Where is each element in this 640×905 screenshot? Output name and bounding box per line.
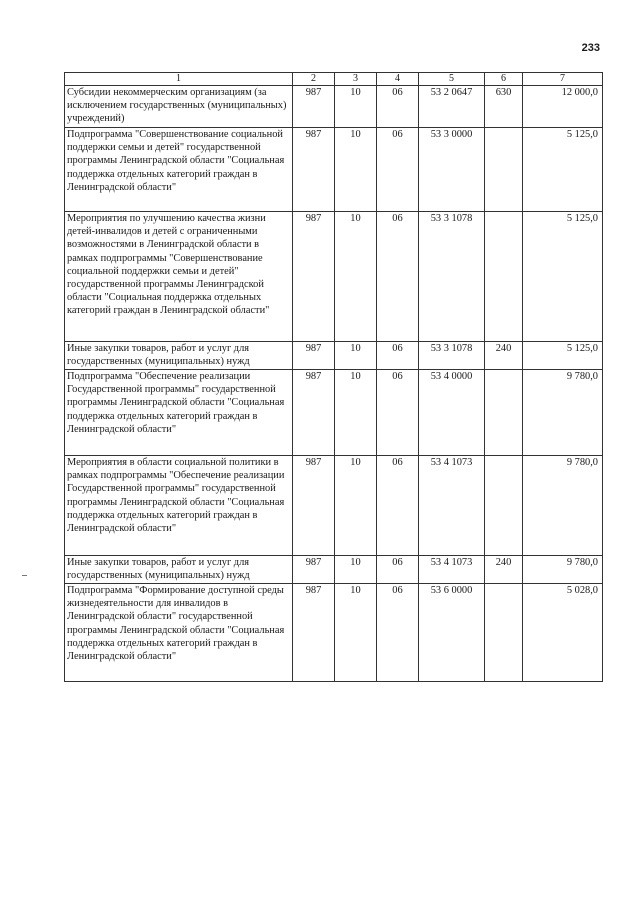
header-col-3: 3 [335, 73, 377, 86]
row-col5: 53 4 1073 [419, 456, 485, 556]
row-col5: 53 4 0000 [419, 370, 485, 456]
header-col-6: 6 [485, 73, 523, 86]
row-col3: 10 [335, 370, 377, 456]
header-col-1: 1 [65, 73, 293, 86]
header-col-2: 2 [293, 73, 335, 86]
row-col6 [485, 456, 523, 556]
row-col6 [485, 128, 523, 212]
row-col3: 10 [335, 212, 377, 342]
row-name: Подпрограмма "Обеспечение реализации Государственной программы" государственной программы Ленинградской области "Социальная поддержка отдельных категорий граждан в Ленинградской области" [65, 370, 293, 456]
row-col3: 10 [335, 584, 377, 682]
page-number: 233 [581, 42, 600, 54]
row-col2: 987 [293, 456, 335, 556]
row-col2: 987 [293, 86, 335, 128]
row-name: Субсидии некоммерческим организациям (за исключением государственных (муниципальных) учреждений) [65, 86, 293, 128]
row-col6 [485, 584, 523, 682]
table-row [65, 128, 603, 212]
row-col4: 06 [377, 456, 419, 556]
row-col3: 10 [335, 86, 377, 128]
row-col5: 53 3 1078 [419, 342, 485, 370]
row-col5: 53 6 0000 [419, 584, 485, 682]
header-col-5: 5 [419, 73, 485, 86]
row-col7: 9 780,0 [523, 556, 603, 584]
header-row [65, 73, 603, 86]
row-col7: 5 125,0 [523, 342, 603, 370]
header-col-7: 7 [523, 73, 603, 86]
row-name: Подпрограмма "Формирование доступной среды жизнедеятельности для инвалидов в Ленинградской области" государственной программы Ленинградской области "Социальная поддержка отдельных категорий граждан в Ленинградской области" [65, 584, 293, 682]
scan-mark [22, 575, 27, 576]
row-col5: 53 2 0647 [419, 86, 485, 128]
table-row [65, 556, 603, 584]
row-col2: 987 [293, 556, 335, 584]
table-row [65, 212, 603, 342]
row-col4: 06 [377, 584, 419, 682]
row-col7: 9 780,0 [523, 456, 603, 556]
row-col7: 5 125,0 [523, 212, 603, 342]
header-col-4: 4 [377, 73, 419, 86]
row-col4: 06 [377, 212, 419, 342]
row-col3: 10 [335, 128, 377, 212]
row-col2: 987 [293, 128, 335, 212]
row-col2: 987 [293, 370, 335, 456]
row-col6: 630 [485, 86, 523, 128]
row-col2: 987 [293, 342, 335, 370]
row-col7: 9 780,0 [523, 370, 603, 456]
row-col4: 06 [377, 128, 419, 212]
table-row [65, 584, 603, 682]
row-col7: 12 000,0 [523, 86, 603, 128]
row-col6 [485, 370, 523, 456]
budget-table [64, 72, 603, 682]
row-name: Мероприятия в области социальной политики в рамках подпрограммы "Обеспечение реализации Государственной программы" государственной программы Ленинградской области "Социальная поддержка отдельных категорий граждан в Ленинградской области" [65, 456, 293, 556]
row-name: Мероприятия по улучшению качества жизни детей-инвалидов и детей с ограниченными возможностями в Ленинградской области в рамках подпрограммы "Совершенствование социальной поддержки семьи и детей" государственной программы Ленинградской области "Социальная поддержка отдельных категорий граждан в Ленинградской области" [65, 212, 293, 342]
row-name: Иные закупки товаров, работ и услуг для государственных (муниципальных) нужд [65, 342, 293, 370]
row-col4: 06 [377, 342, 419, 370]
table-row [65, 86, 603, 128]
row-col7: 5 125,0 [523, 128, 603, 212]
table-row [65, 342, 603, 370]
row-name: Иные закупки товаров, работ и услуг для государственных (муниципальных) нужд [65, 556, 293, 584]
row-col3: 10 [335, 456, 377, 556]
table-row [65, 370, 603, 456]
row-col4: 06 [377, 556, 419, 584]
row-col5: 53 3 1078 [419, 212, 485, 342]
row-col3: 10 [335, 556, 377, 584]
row-col4: 06 [377, 370, 419, 456]
table-row [65, 456, 603, 556]
row-col3: 10 [335, 342, 377, 370]
row-col6 [485, 212, 523, 342]
row-col2: 987 [293, 584, 335, 682]
row-col6: 240 [485, 342, 523, 370]
row-col2: 987 [293, 212, 335, 342]
row-col7: 5 028,0 [523, 584, 603, 682]
row-col4: 06 [377, 86, 419, 128]
row-name: Подпрограмма "Совершенствование социальной поддержки семьи и детей" государственной программы Ленинградской области "Социальная поддержка отдельных категорий граждан в Ленинградской области" [65, 128, 293, 212]
row-col5: 53 3 0000 [419, 128, 485, 212]
row-col5: 53 4 1073 [419, 556, 485, 584]
row-col6: 240 [485, 556, 523, 584]
